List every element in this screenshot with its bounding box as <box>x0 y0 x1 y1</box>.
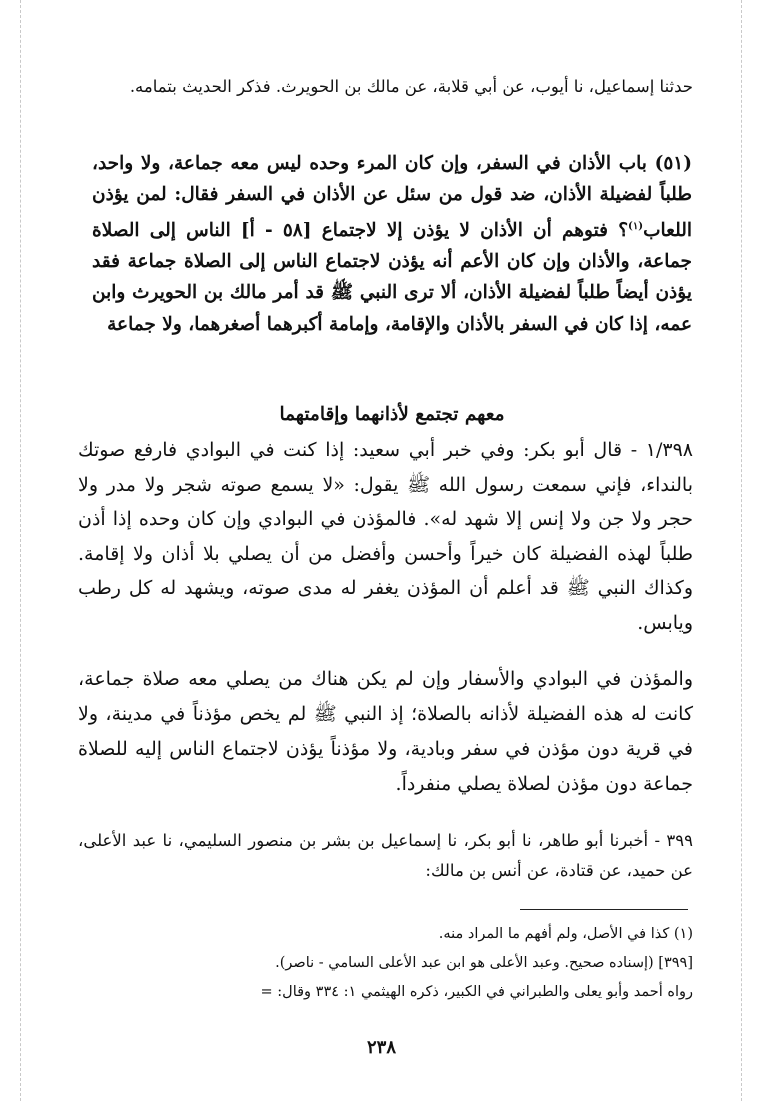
chapter-heading-text: (٥١) باب الأذان في السفر، وإن كان المرء وحده ليس معه جماعة، ولا واحد، طلباً لفضيلة الأذان، ضد قول من سئل عن الأذان في السفر فقال: لمن يؤذن اللعاب <box>92 153 692 241</box>
footnote-399: [٣٩٩] (إسناده صحيح. وعبد الأعلى هو ابن عبد الأعلى السامي - ناصر). <box>275 955 693 971</box>
chapter-heading-last-line: معهم تجتمع لأذانهما وإقامتهما <box>279 404 505 425</box>
footnote-marker: (١) <box>628 219 644 232</box>
footnote-1: (١) كذا في الأصل، ولم أفهم ما المراد منه. <box>438 926 693 942</box>
hadith-398-paragraph: ١/٣٩٨ - قال أبو بكر: وفي خبر أبي سعيد: إذا كنت في البوادي فارفع صوتك بالنداء، فإني سمعت رسول الله ﷺ يقول: «لا يسمع صوته شجر ولا مدر ولا حجر ولا جن ولا إنس إلا شهد له». فالمؤذن في البوادي وإن كان وحده إذا أذن طلباً لهذه الفضيلة كان خيراً وأحسن وأفضل من أن يصلي بلا أذان ولا إقامة. وكذاك النبي ﷺ قد أعلم أن المؤذن يغفر له مدى صوته، ويشهد له كل رطب ويابس. <box>78 439 693 634</box>
margin-guide-left <box>20 0 21 1101</box>
intro-paragraph: حدثنا إسماعيل، نا أيوب، عن أبي قلابة، عن مالك بن الحويرث. فذكر الحديث بتمامه. <box>129 77 693 96</box>
footnotes-block <box>78 920 693 1007</box>
margin-guide-right <box>741 0 742 1101</box>
footnote-399-source: رواه أحمد وأبو يعلى والطبراني في الكبير، ذكره الهيثمي ١: ٣٣٤ وقال: = <box>260 984 693 1000</box>
chapter-heading-continuation: ؟ فتوهم أن الأذان لا يؤذن إلا لاجتماع [٥٨ - أ] الناس إلى الصلاة جماعة، والأذان وإن كان الأعم أنه يؤذن لاجتماع الناس إلى الصلاة جماعة فقد يؤذن أيضاً طلباً لفضيلة الأذان، ألا ترى النبي ﷺ قد أمر مالك بن الحويرث وابن عمه، إذا كان في السفر بالأذان والإقامة، وإمامة أكبرهما أصغرهما، ولا جماعة <box>92 219 692 335</box>
chapter-heading <box>92 148 692 340</box>
page-number: ٢٣٨ <box>366 1037 396 1058</box>
footnote-separator <box>520 909 688 910</box>
commentary-paragraph: والمؤذن في البوادي والأسفار وإن لم يكن هناك من يصلي معه صلاة جماعة، كانت له هذه الفضيلة لأذانه بالصلاة؛ إذ النبي ﷺ لم يخص مؤذناً في مدينة، ولا في قرية دون مؤذن في سفر وبادية، ولا مؤذناً يؤذن لاجتماع الناس إليه للصلاة جماعة دون مؤذن لصلاة يصلي منفرداً. <box>78 668 693 795</box>
hadith-399-paragraph: ٣٩٩ - أخبرنا أبو طاهر، نا أبو بكر، نا إسماعيل بن بشر بن منصور السليمي، نا عبد الأعلى، عن حميد، عن قتادة، عن أنس بن مالك: <box>78 831 693 880</box>
